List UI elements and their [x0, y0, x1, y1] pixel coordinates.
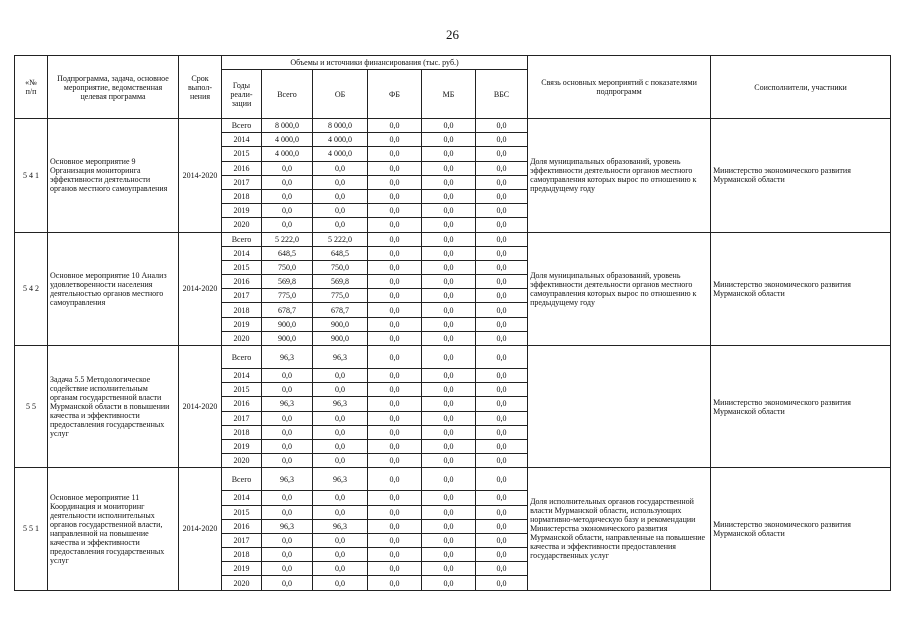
value-cell: 0,0	[368, 133, 422, 147]
table-body	[15, 119, 891, 591]
value-cell: 0,0	[262, 425, 313, 439]
value-cell: 0,0	[422, 548, 476, 562]
year-cell: 2017	[222, 289, 262, 303]
value-cell: 775,0	[313, 289, 368, 303]
header-ob: ОБ	[313, 70, 368, 119]
value-cell: 4 000,0	[313, 147, 368, 161]
value-cell: 0,0	[313, 562, 368, 576]
value-cell: 0,0	[476, 562, 528, 576]
value-cell: 0,0	[422, 147, 476, 161]
value-cell: 0,0	[476, 397, 528, 411]
value-cell: 0,0	[313, 383, 368, 397]
row-indicator-link: Доля муниципальных образований, уровень эффективности деятельности органов местного самоуправления которых вырос по отношению к предыдущему году	[528, 232, 711, 346]
year-cell: 2014	[222, 133, 262, 147]
value-cell: 0,0	[476, 411, 528, 425]
value-cell: 0,0	[368, 468, 422, 491]
year-cell: 2020	[222, 218, 262, 232]
table-row	[15, 232, 891, 246]
value-cell: 0,0	[313, 411, 368, 425]
value-cell: 0,0	[476, 383, 528, 397]
value-cell: 0,0	[368, 317, 422, 331]
value-cell: 0,0	[313, 369, 368, 383]
value-cell: 0,0	[422, 383, 476, 397]
year-cell: 2015	[222, 260, 262, 274]
year-cell: 2015	[222, 505, 262, 519]
value-cell: 0,0	[368, 289, 422, 303]
value-cell: 0,0	[262, 411, 313, 425]
value-cell: 0,0	[476, 133, 528, 147]
row-indicator-link	[528, 346, 711, 468]
row-name: Основное мероприятие 9 Организация мониторинга эффективности деятельности органов местного самоуправления	[48, 119, 179, 233]
value-cell: 750,0	[262, 260, 313, 274]
value-cell: 0,0	[313, 175, 368, 189]
year-cell: 2018	[222, 548, 262, 562]
value-cell: 0,0	[422, 491, 476, 505]
value-cell: 0,0	[476, 505, 528, 519]
value-cell: 4 000,0	[313, 133, 368, 147]
row-number: 5 4 2	[15, 232, 48, 346]
year-cell: 2019	[222, 562, 262, 576]
value-cell: 0,0	[313, 576, 368, 590]
value-cell: 0,0	[422, 119, 476, 133]
value-cell: 0,0	[368, 260, 422, 274]
value-cell: 5 222,0	[313, 232, 368, 246]
value-cell: 0,0	[422, 411, 476, 425]
value-cell: 0,0	[422, 331, 476, 345]
value-cell: 0,0	[368, 562, 422, 576]
value-cell: 0,0	[313, 218, 368, 232]
value-cell: 0,0	[368, 505, 422, 519]
value-cell: 96,3	[262, 397, 313, 411]
value-cell: 0,0	[262, 533, 313, 547]
year-cell: 2018	[222, 425, 262, 439]
value-cell: 0,0	[262, 505, 313, 519]
header-fb: ФБ	[368, 70, 422, 119]
value-cell: 0,0	[476, 317, 528, 331]
value-cell: 0,0	[476, 204, 528, 218]
year-cell: Всего	[222, 232, 262, 246]
year-cell: 2020	[222, 454, 262, 468]
value-cell: 0,0	[368, 576, 422, 590]
value-cell: 0,0	[313, 548, 368, 562]
value-cell: 0,0	[368, 147, 422, 161]
row-partners: Министерство экономического развития Мурманской области	[711, 346, 891, 468]
value-cell: 0,0	[313, 439, 368, 453]
value-cell: 0,0	[476, 260, 528, 274]
value-cell: 0,0	[313, 505, 368, 519]
header-partners: Соисполнители, участники	[711, 56, 891, 119]
row-name: Задача 5.5 Методологическое содействие исполнительным органам государственной власти Мурманской области в повышении качества и эффективности предоставления государственных услуг	[48, 346, 179, 468]
value-cell: 0,0	[368, 425, 422, 439]
value-cell: 0,0	[313, 161, 368, 175]
value-cell: 0,0	[422, 260, 476, 274]
value-cell: 0,0	[476, 175, 528, 189]
row-partners: Министерство экономического развития Мурманской области	[711, 119, 891, 233]
year-cell: 2020	[222, 576, 262, 590]
value-cell: 0,0	[422, 161, 476, 175]
value-cell: 0,0	[368, 246, 422, 260]
row-name: Основное мероприятие 10 Анализ удовлетворенности населения деятельностью органов местного самоуправления	[48, 232, 179, 346]
value-cell: 0,0	[422, 519, 476, 533]
value-cell: 0,0	[262, 369, 313, 383]
value-cell: 0,0	[422, 204, 476, 218]
value-cell: 0,0	[368, 411, 422, 425]
value-cell: 0,0	[368, 454, 422, 468]
year-cell: 2016	[222, 161, 262, 175]
value-cell: 0,0	[476, 289, 528, 303]
value-cell: 0,0	[368, 346, 422, 369]
value-cell: 0,0	[422, 246, 476, 260]
value-cell: 0,0	[476, 246, 528, 260]
header-mb: МБ	[422, 70, 476, 119]
year-cell: 2015	[222, 147, 262, 161]
value-cell: 0,0	[368, 439, 422, 453]
value-cell: 0,0	[422, 562, 476, 576]
value-cell: 0,0	[313, 533, 368, 547]
row-name: Основное мероприятие 11 Координация и мониторинг деятельности исполнительных органов государственной власти, направленной на повышение качества и эффективности предоставления государственных услуг	[48, 468, 179, 590]
year-cell: Всего	[222, 468, 262, 491]
value-cell: 0,0	[422, 468, 476, 491]
value-cell: 0,0	[313, 491, 368, 505]
value-cell: 96,3	[313, 346, 368, 369]
value-cell: 96,3	[313, 397, 368, 411]
value-cell: 0,0	[422, 369, 476, 383]
value-cell: 0,0	[313, 189, 368, 203]
year-cell: Всего	[222, 119, 262, 133]
value-cell: 0,0	[476, 346, 528, 369]
value-cell: 0,0	[262, 454, 313, 468]
value-cell: 0,0	[368, 303, 422, 317]
header-years: Годы реали-зации	[222, 70, 262, 119]
value-cell: 0,0	[262, 491, 313, 505]
header-vbs: ВБС	[476, 70, 528, 119]
value-cell: 0,0	[422, 218, 476, 232]
header-num: «№ п/п	[15, 56, 48, 119]
value-cell: 0,0	[368, 275, 422, 289]
value-cell: 648,5	[313, 246, 368, 260]
value-cell: 0,0	[476, 519, 528, 533]
year-cell: Всего	[222, 346, 262, 369]
value-cell: 0,0	[368, 189, 422, 203]
value-cell: 0,0	[422, 576, 476, 590]
value-cell: 0,0	[368, 533, 422, 547]
value-cell: 0,0	[262, 161, 313, 175]
value-cell: 0,0	[262, 204, 313, 218]
value-cell: 5 222,0	[262, 232, 313, 246]
value-cell: 0,0	[476, 439, 528, 453]
value-cell: 0,0	[368, 331, 422, 345]
value-cell: 0,0	[422, 454, 476, 468]
page-number: 26	[446, 27, 459, 42]
value-cell: 0,0	[422, 289, 476, 303]
value-cell: 0,0	[313, 204, 368, 218]
year-cell: 2017	[222, 175, 262, 189]
value-cell: 0,0	[422, 189, 476, 203]
value-cell: 0,0	[476, 468, 528, 491]
value-cell: 96,3	[313, 468, 368, 491]
value-cell: 0,0	[368, 204, 422, 218]
year-cell: 2017	[222, 411, 262, 425]
year-cell: 2019	[222, 317, 262, 331]
value-cell: 0,0	[368, 175, 422, 189]
value-cell: 900,0	[262, 317, 313, 331]
year-cell: 2014	[222, 491, 262, 505]
value-cell: 0,0	[422, 303, 476, 317]
row-number: 5 5	[15, 346, 48, 468]
value-cell: 0,0	[476, 454, 528, 468]
value-cell: 0,0	[262, 383, 313, 397]
value-cell: 750,0	[313, 260, 368, 274]
value-cell: 0,0	[476, 189, 528, 203]
value-cell: 648,5	[262, 246, 313, 260]
year-cell: 2016	[222, 397, 262, 411]
value-cell: 0,0	[262, 548, 313, 562]
table-row	[15, 119, 891, 133]
row-indicator-link: Доля исполнительных органов государственной власти Мурманской области, использующих нормативно-методическую базу и рекомендации Министерства экономического развития Мурманской области, направленные на повышение качества и эффективности предоставления государственных услуг	[528, 468, 711, 590]
value-cell: 0,0	[368, 519, 422, 533]
value-cell: 0,0	[476, 218, 528, 232]
value-cell: 678,7	[262, 303, 313, 317]
row-term: 2014-2020	[179, 346, 222, 468]
value-cell: 0,0	[262, 218, 313, 232]
value-cell: 0,0	[476, 119, 528, 133]
value-cell: 0,0	[368, 548, 422, 562]
value-cell: 0,0	[422, 346, 476, 369]
row-term: 2014-2020	[179, 119, 222, 233]
value-cell: 0,0	[422, 533, 476, 547]
value-cell: 0,0	[476, 147, 528, 161]
funding-table	[14, 55, 891, 591]
year-cell: 2014	[222, 246, 262, 260]
value-cell: 0,0	[476, 275, 528, 289]
value-cell: 8 000,0	[262, 119, 313, 133]
value-cell: 0,0	[368, 491, 422, 505]
row-term: 2014-2020	[179, 468, 222, 590]
value-cell: 569,8	[262, 275, 313, 289]
value-cell: 900,0	[313, 317, 368, 331]
value-cell: 0,0	[313, 454, 368, 468]
value-cell: 96,3	[313, 519, 368, 533]
value-cell: 4 000,0	[262, 147, 313, 161]
value-cell: 0,0	[422, 425, 476, 439]
value-cell: 0,0	[422, 232, 476, 246]
value-cell: 0,0	[313, 425, 368, 439]
value-cell: 775,0	[262, 289, 313, 303]
value-cell: 8 000,0	[313, 119, 368, 133]
value-cell: 0,0	[422, 275, 476, 289]
value-cell: 96,3	[262, 346, 313, 369]
row-number: 5 5 1	[15, 468, 48, 590]
year-cell: 2015	[222, 383, 262, 397]
value-cell: 569,8	[313, 275, 368, 289]
row-indicator-link: Доля муниципальных образований, уровень эффективности деятельности органов местного самоуправления которых вырос по отношению к предыдущему году	[528, 119, 711, 233]
row-number: 5 4 1	[15, 119, 48, 233]
value-cell: 0,0	[476, 425, 528, 439]
year-cell: 2016	[222, 519, 262, 533]
year-cell: 2018	[222, 189, 262, 203]
value-cell: 900,0	[313, 331, 368, 345]
value-cell: 900,0	[262, 331, 313, 345]
value-cell: 0,0	[476, 491, 528, 505]
value-cell: 0,0	[262, 562, 313, 576]
value-cell: 0,0	[368, 397, 422, 411]
value-cell: 0,0	[476, 303, 528, 317]
header-total: Всего	[262, 70, 313, 119]
value-cell: 0,0	[476, 161, 528, 175]
value-cell: 0,0	[422, 317, 476, 331]
header-funding-group: Объемы и источники финансирования (тыс. руб.)	[222, 56, 528, 70]
table-row	[15, 468, 891, 491]
table-row	[15, 346, 891, 369]
value-cell: 0,0	[368, 232, 422, 246]
row-partners: Министерство экономического развития Мурманской области	[711, 232, 891, 346]
value-cell: 0,0	[422, 505, 476, 519]
year-cell: 2020	[222, 331, 262, 345]
value-cell: 0,0	[476, 232, 528, 246]
value-cell: 0,0	[422, 133, 476, 147]
year-cell: 2014	[222, 369, 262, 383]
value-cell: 0,0	[422, 175, 476, 189]
value-cell: 0,0	[368, 383, 422, 397]
value-cell: 0,0	[368, 369, 422, 383]
value-cell: 0,0	[476, 331, 528, 345]
value-cell: 0,0	[368, 119, 422, 133]
value-cell: 0,0	[422, 397, 476, 411]
value-cell: 0,0	[476, 548, 528, 562]
year-cell: 2018	[222, 303, 262, 317]
value-cell: 4 000,0	[262, 133, 313, 147]
header-program: Подпрограмма, задача, основное мероприятие, ведомственная целевая программа	[48, 56, 179, 119]
value-cell: 0,0	[368, 218, 422, 232]
header-link: Связь основных мероприятий с показателями подпрограмм	[528, 56, 711, 119]
value-cell: 0,0	[262, 175, 313, 189]
year-cell: 2017	[222, 533, 262, 547]
header-term: Срок выпол-нения	[179, 56, 222, 119]
value-cell: 0,0	[262, 576, 313, 590]
value-cell: 0,0	[476, 533, 528, 547]
year-cell: 2016	[222, 275, 262, 289]
value-cell: 0,0	[476, 576, 528, 590]
value-cell: 678,7	[313, 303, 368, 317]
value-cell: 0,0	[262, 189, 313, 203]
value-cell: 96,3	[262, 468, 313, 491]
year-cell: 2019	[222, 439, 262, 453]
value-cell: 0,0	[476, 369, 528, 383]
row-partners: Министерство экономического развития Мурманской области	[711, 468, 891, 590]
row-term: 2014-2020	[179, 232, 222, 346]
value-cell: 96,3	[262, 519, 313, 533]
value-cell: 0,0	[262, 439, 313, 453]
year-cell: 2019	[222, 204, 262, 218]
value-cell: 0,0	[422, 439, 476, 453]
value-cell: 0,0	[368, 161, 422, 175]
